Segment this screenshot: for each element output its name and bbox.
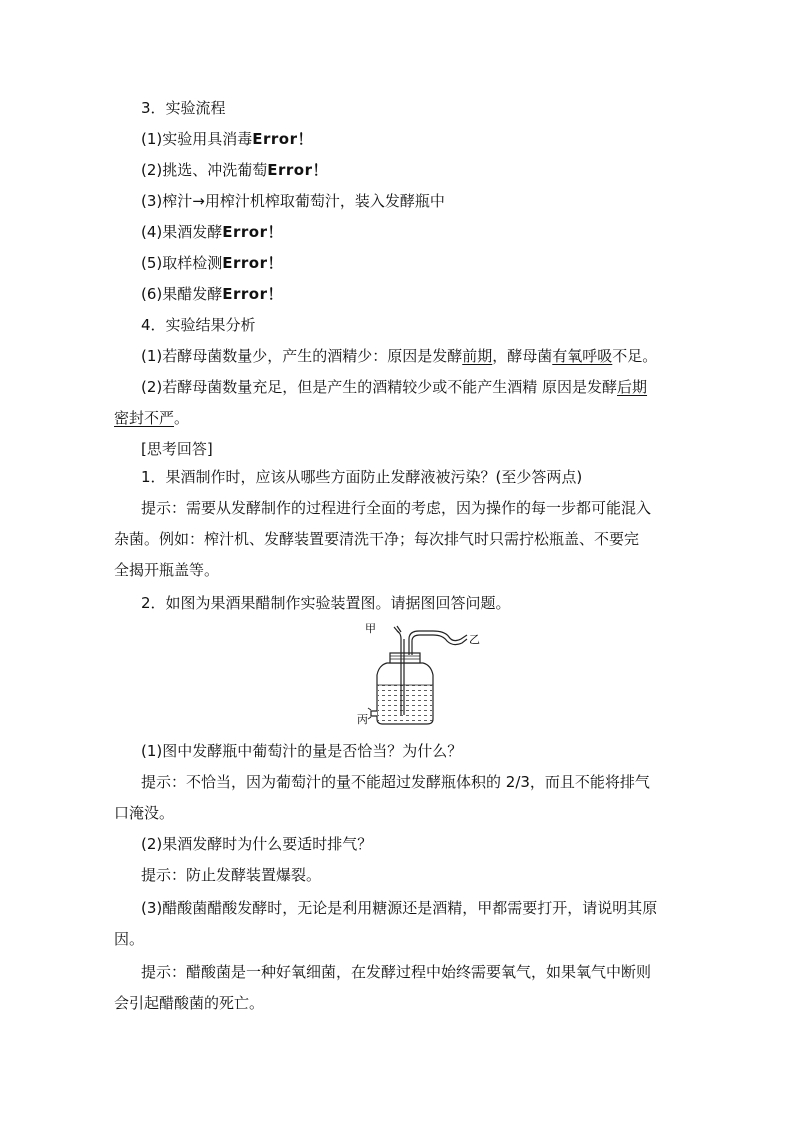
sub-question-3-line-2: 因。 <box>114 930 145 948</box>
label-bing: 丙 <box>357 713 368 726</box>
step-5-error: Error！ <box>222 254 283 272</box>
section3-heading: 3．实验流程 <box>141 99 226 117</box>
sub-answer-1-line-1: 提示：不恰当，因为葡萄汁的量不能超过发酵瓶体积的 2/3，而且不能将排气 <box>141 773 650 791</box>
step-5 <box>141 252 283 274</box>
question-1: 1．果酒制作时，应该从哪些方面防止发酵液被污染？(至少答两点) <box>141 468 583 486</box>
step-5-text: (5)取样检测 <box>141 254 223 272</box>
analysis-2-underline-2: 密封不严 <box>114 409 175 427</box>
sub-question-2: (2)果酒发酵时为什么要适时排气？ <box>141 835 373 853</box>
sub-answer-1-line-2: 口淹没。 <box>114 804 175 822</box>
analysis-item-2-line-1 <box>141 376 647 398</box>
outlet-tube <box>371 711 377 716</box>
analysis-2-a: (2)若酵母菌数量充足，但是产生的酒精较少或不能产生酒精 原因是发酵 <box>141 378 618 396</box>
answer-1-line-2: 杂菌。例如：榨汁机、发酵装置要清洗干净；每次排气时只需拧松瓶盖、不要完 <box>114 530 640 548</box>
step-6-error: Error！ <box>222 285 283 303</box>
step-4-error: Error！ <box>222 223 283 241</box>
step-1 <box>141 128 313 150</box>
analysis-1-underline-2: 有氧呼吸 <box>552 347 613 365</box>
sub-question-1: (1)图中发酵瓶中葡萄汁的量是否恰当？为什么？ <box>141 742 463 760</box>
fermentation-apparatus-diagram <box>357 622 483 729</box>
step-3 <box>141 190 445 212</box>
step-2 <box>141 159 328 181</box>
analysis-2-underline-1: 后期 <box>617 378 648 396</box>
question-2: 2．如图为果酒果醋制作实验装置图。请据图回答问题。 <box>141 594 511 612</box>
sub-answer-2: 提示：防止发酵装置爆裂。 <box>141 866 322 884</box>
sub-answer-3-line-1: 提示：醋酸菌是一种好氧细菌，在发酵过程中始终需要氧气，如果氧气中断则 <box>141 963 652 981</box>
step-3-text: (3)榨汁→用榨汁机榨取葡萄汁，装入发酵瓶中 <box>141 192 445 210</box>
answer-1-line-1: 提示：需要从发酵制作的过程进行全面的考虑，因为操作的每一步都可能混入 <box>141 499 652 517</box>
step-6 <box>141 283 283 305</box>
sub-answer-3-line-2: 会引起醋酸菌的死亡。 <box>114 994 265 1012</box>
analysis-1-c: 不足。 <box>612 347 658 365</box>
step-4-text: (4)果酒发酵 <box>141 223 223 241</box>
think-answer-label: [思考回答] <box>141 440 213 458</box>
grape-juice <box>378 685 432 723</box>
label-jia: 甲 <box>365 622 376 635</box>
analysis-item-2-line-2 <box>114 407 189 429</box>
step-2-error: Error！ <box>267 161 328 179</box>
analysis-2-c: 。 <box>174 409 190 427</box>
step-1-error: Error！ <box>252 130 313 148</box>
step-1-text: (1)实验用具消毒 <box>141 130 253 148</box>
answer-1-line-3: 全揭开瓶盖等。 <box>114 561 220 579</box>
analysis-item-1 <box>141 345 657 367</box>
step-4 <box>141 221 283 243</box>
analysis-1-a: (1)若酵母菌数量少，产生的酒精少：原因是发酵 <box>141 347 463 365</box>
analysis-1-b: ，酵母菌 <box>492 347 553 365</box>
tube-clamp <box>394 626 401 633</box>
analysis-1-underline-1: 前期 <box>462 347 493 365</box>
label-yi: 乙 <box>469 633 480 646</box>
section4-heading: 4．实验结果分析 <box>141 316 256 334</box>
step-6-text: (6)果醋发酵 <box>141 285 223 303</box>
bottle-stopper <box>390 653 420 663</box>
sub-question-3-line-1: (3)醋酸菌醋酸发酵时，无论是利用糖源还是酒精，甲都需要打开，请说明其原 <box>141 899 658 917</box>
step-2-text: (2)挑选、冲洗葡萄 <box>141 161 268 179</box>
